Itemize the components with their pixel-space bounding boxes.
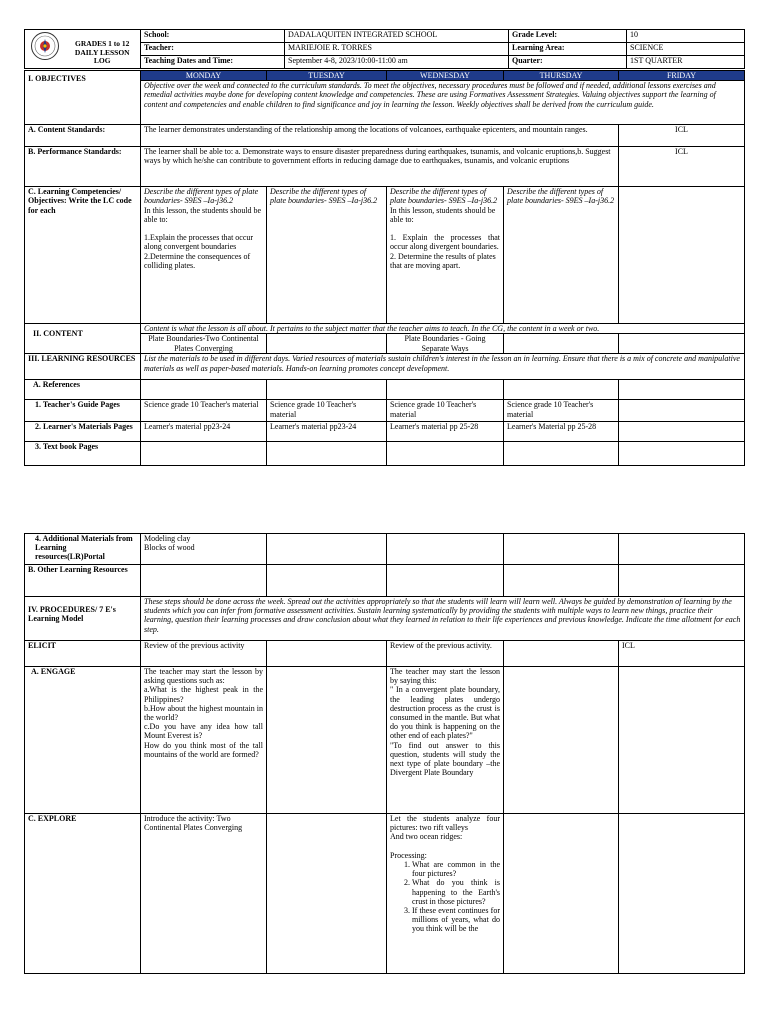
wednesday-lc-code: Describe the different types of plate boundaries- S9ES –Ia-j36.2 [390,187,498,206]
references-monday [141,380,267,400]
grades-label: GRADES 1 to 12 [75,39,130,48]
school-label: School: [141,30,285,43]
tg-wednesday: Science grade 10 Teacher's material [387,400,504,422]
day-friday: FRIDAY [619,71,745,81]
other-monday [141,565,267,597]
engage-friday [619,667,745,814]
lm-tuesday: Learner's material pp23-24 [267,422,387,442]
tg-tuesday: Science grade 10 Teacher's material [267,400,387,422]
additional-monday [141,534,267,565]
procedures-label: IV. PROCEDURES/ 7 E's Learning Model [25,597,141,641]
performance-standards-text: The learner shall be able to: a. Demonstrate ways to ensure disaster preparedness during earthquakes, tsunamis, and volcanic eruptions,b. Suggest ways by which he/she can contribute to government efforts in reducing damage due to earthquakes, tsunamis, and volcanic eruptions [141,147,619,187]
wednesday-intro: In this lesson, students should be able to: [390,205,496,224]
engage-monday-line: a.What is the highest peak in the Philippines? [144,685,263,704]
content-standards-text: The learner demonstrates understanding of the relationship among the locations of volcanoes, earthquake epicenters, and mountain ranges. [141,125,619,147]
competencies-thursday [504,187,619,324]
other-thursday [504,565,619,597]
elicit-tuesday [267,641,387,667]
engage-monday-line: How do you think most of the tall mountains of the world are formed? [144,740,263,759]
elicit-label: ELICIT [25,641,141,667]
engage-tuesday [267,667,387,814]
grade-label: Grade Level: [509,30,627,43]
log-title: DAILY LESSON LOG [74,47,130,66]
thursday-lc-code: Describe the different types of plate boundaries- S9ES –Ia-j36.2 [507,187,615,206]
material-item: Blocks of wood [144,543,195,553]
material-item: Modeling clay [144,534,191,543]
engage-monday-line: b.How about the highest mountain in the world? [144,703,263,722]
explore-label: C. EXPLORE [25,814,141,974]
competencies-friday [619,187,745,324]
processing-question: 3. If these event continues for millions of years, what do you think will be the [412,906,500,934]
competencies-monday [141,187,267,324]
day-monday: MONDAY [141,71,267,81]
day-thursday: THURSDAY [504,71,619,81]
lesson-log-table [24,70,745,466]
content-standards-friday: ICL [619,125,745,147]
lm-thursday: Learner's Material pp 25-28 [504,422,619,442]
monday-intro: In this lesson, the students should be able to: [144,205,262,224]
tb-friday [619,442,745,466]
content-note: Content is what the lesson is all about. It pertains to the subject matter that the teacher aims to teach. In the CG, the content in a week or two. [141,324,745,334]
grade-value: 10 [627,30,745,43]
explore-thursday [504,814,619,974]
references-tuesday [267,380,387,400]
dates-label: Teaching Dates and Time: [141,56,285,69]
monday-lc-code: Describe the different types of plate boundaries- S9ES –Ia-j36.2 [144,187,259,206]
teachers-guide-label: 1. Teacher's Guide Pages [25,400,141,422]
additional-materials-label: 4. Additional Materials from Learning resources(LR)Portal [25,534,141,565]
additional-friday [619,534,745,565]
lm-monday: Learner's material pp23-24 [141,422,267,442]
monday-objective-1: 1.Explain the processes that occur along convergent boundaries [144,233,254,252]
area-value: SCIENCE [627,43,745,56]
references-wednesday [387,380,504,400]
engage-wednesday [387,667,504,814]
other-friday [619,565,745,597]
area-label: Learning Area: [509,43,627,56]
engage-thursday [504,667,619,814]
quarter-label: Quarter: [509,56,627,69]
content-label: II. CONTENT [25,324,141,354]
tuesday-lc-code: Describe the different types of plate boundaries- S9ES –Ia-j36.2 [270,187,378,206]
elicit-wednesday: Review of the previous activity. [387,641,504,667]
elicit-monday: Review of the previous activity [141,641,267,667]
explore-wednesday-line: And two ocean ridges: [390,832,463,842]
textbook-label: 3. Text book Pages [25,442,141,466]
additional-thursday [504,534,619,565]
references-label: A. References [25,380,141,400]
content-tuesday [267,334,387,354]
dates-value: September 4-8, 2023/10:00-11:00 am [285,56,509,69]
elicit-friday: ICL [619,641,745,667]
other-resources-label: B. Other Learning Resources [25,565,141,597]
competencies-wednesday [387,187,504,324]
procedures-note: These steps should be done across the week. Spread out the activities appropriately so that the students will learn will learn well. Always be guided by demonstration of learning by the students which you can infer from formative assessment activities. Sustain learning systematically by providing the students with multiple ways to learn new things, practice their learning, question their learning processes and draw conclusion about what they learned in relation to their life experiences and previous knowledge. Indicate the time allotment for each step. [141,597,745,641]
other-wednesday [387,565,504,597]
procedures-table [24,533,745,974]
engage-wednesday-line: "To find out answer to this question, students will study the next type of plate boundary –the Divergent Plate Boundary [390,740,500,778]
performance-standards-friday: ICL [619,147,745,187]
engage-monday-line: c.Do you have any idea how tall Mount Everest is? [144,722,263,741]
explore-tuesday [267,814,387,974]
processing-question: 1. What are common in the four pictures? [412,860,500,878]
objectives-text: Objective over the week and connected to the curriculum standards. To meet the objectives, necessary procedures must be followed and if needed, additional lessons exercises and remedial activities maybe done for developing content knowledge and competencies. These are using Formatives Assessment Strategies. Valuing objectives support the learning of content and competencies and enable children to find significance and joy in learning the lesson. Weekly objectives shall be derived from the curriculum guide. [141,81,745,125]
processing-question: 2. What do you think is happening to the Earth's crust in those pictures? [412,878,500,906]
content-thursday [504,334,619,354]
explore-wednesday-line: Let the students analyze four pictures: two rift valleys [390,814,500,833]
content-wednesday: Plate Boundaries - Going Separate Ways [387,334,504,354]
tb-monday [141,442,267,466]
competencies-tuesday [267,187,387,324]
tg-monday: Science grade 10 Teacher's material [141,400,267,422]
other-tuesday [267,565,387,597]
processing-label: Processing: [390,850,427,860]
lm-friday [619,422,745,442]
engage-wednesday-line: The teacher may start the lesson by saying this: [390,667,500,686]
tg-thursday: Science grade 10 Teacher's material [504,400,619,422]
engage-wednesday-line: " In a convergent plate boundary, the leading plates undergo destruction process as the crust is consumed in the mantle. But what do you think is happening on the other end of each plates?" [390,685,500,741]
tb-thursday [504,442,619,466]
tb-tuesday [267,442,387,466]
resources-label: III. LEARNING RESOURCES [25,354,141,380]
content-monday: Plate Boundaries-Two Continental Plates Converging [141,334,267,354]
monday-objective-2: 2.Determine the consequences of colliding plates. [144,251,251,270]
day-tuesday: TUESDAY [267,71,387,81]
teacher-label: Teacher: [141,43,285,56]
tb-wednesday [387,442,504,466]
resources-note: List the materials to be used in different days. Varied resources of materials sustain children's interest in the lesson an in learning. Ensure that there is a mix of concrete and manipulative materials as well as paper-based materials. Hands-on learning promotes concept development. [141,354,745,380]
explore-monday: Introduce the activity: Two Continental Plates Converging [141,814,267,974]
deped-seal-icon [30,31,60,61]
header-table [24,29,745,69]
school-value: DADALAQUITEN INTEGRATED SCHOOL [285,30,509,43]
elicit-thursday [504,641,619,667]
teacher-value: MARIEJOIE R. TORRES [285,43,509,56]
wednesday-objective-2: 2. Determine the results of plates that are moving apart. [390,251,496,270]
lm-wednesday: Learner's material pp 25-28 [387,422,504,442]
objectives-label: I. OBJECTIVES [25,71,141,125]
engage-monday [141,667,267,814]
content-friday [619,334,745,354]
learners-materials-label: 2. Learner's Materials Pages [25,422,141,442]
performance-standards-label: B. Performance Standards: [25,147,141,187]
quarter-value: 1ST QUARTER [627,56,745,69]
competencies-label: C. Learning Competencies/ Objectives: Write the LC code for each [25,187,141,324]
references-thursday [504,380,619,400]
tg-friday [619,400,745,422]
engage-monday-line: The teacher may start the lesson by asking questions such as: [144,667,263,686]
references-friday [619,380,745,400]
deped-logo [25,30,65,69]
explore-friday [619,814,745,974]
day-wednesday: WEDNESDAY [387,71,504,81]
explore-wednesday [387,814,504,974]
engage-label: A. ENGAGE [25,667,141,814]
additional-tuesday [267,534,387,565]
additional-wednesday [387,534,504,565]
wednesday-objective-1: 1. Explain the processes that occur along divergent boundaries. [390,233,500,252]
processing-questions [390,860,500,934]
content-standards-label: A. Content Standards: [25,125,141,147]
